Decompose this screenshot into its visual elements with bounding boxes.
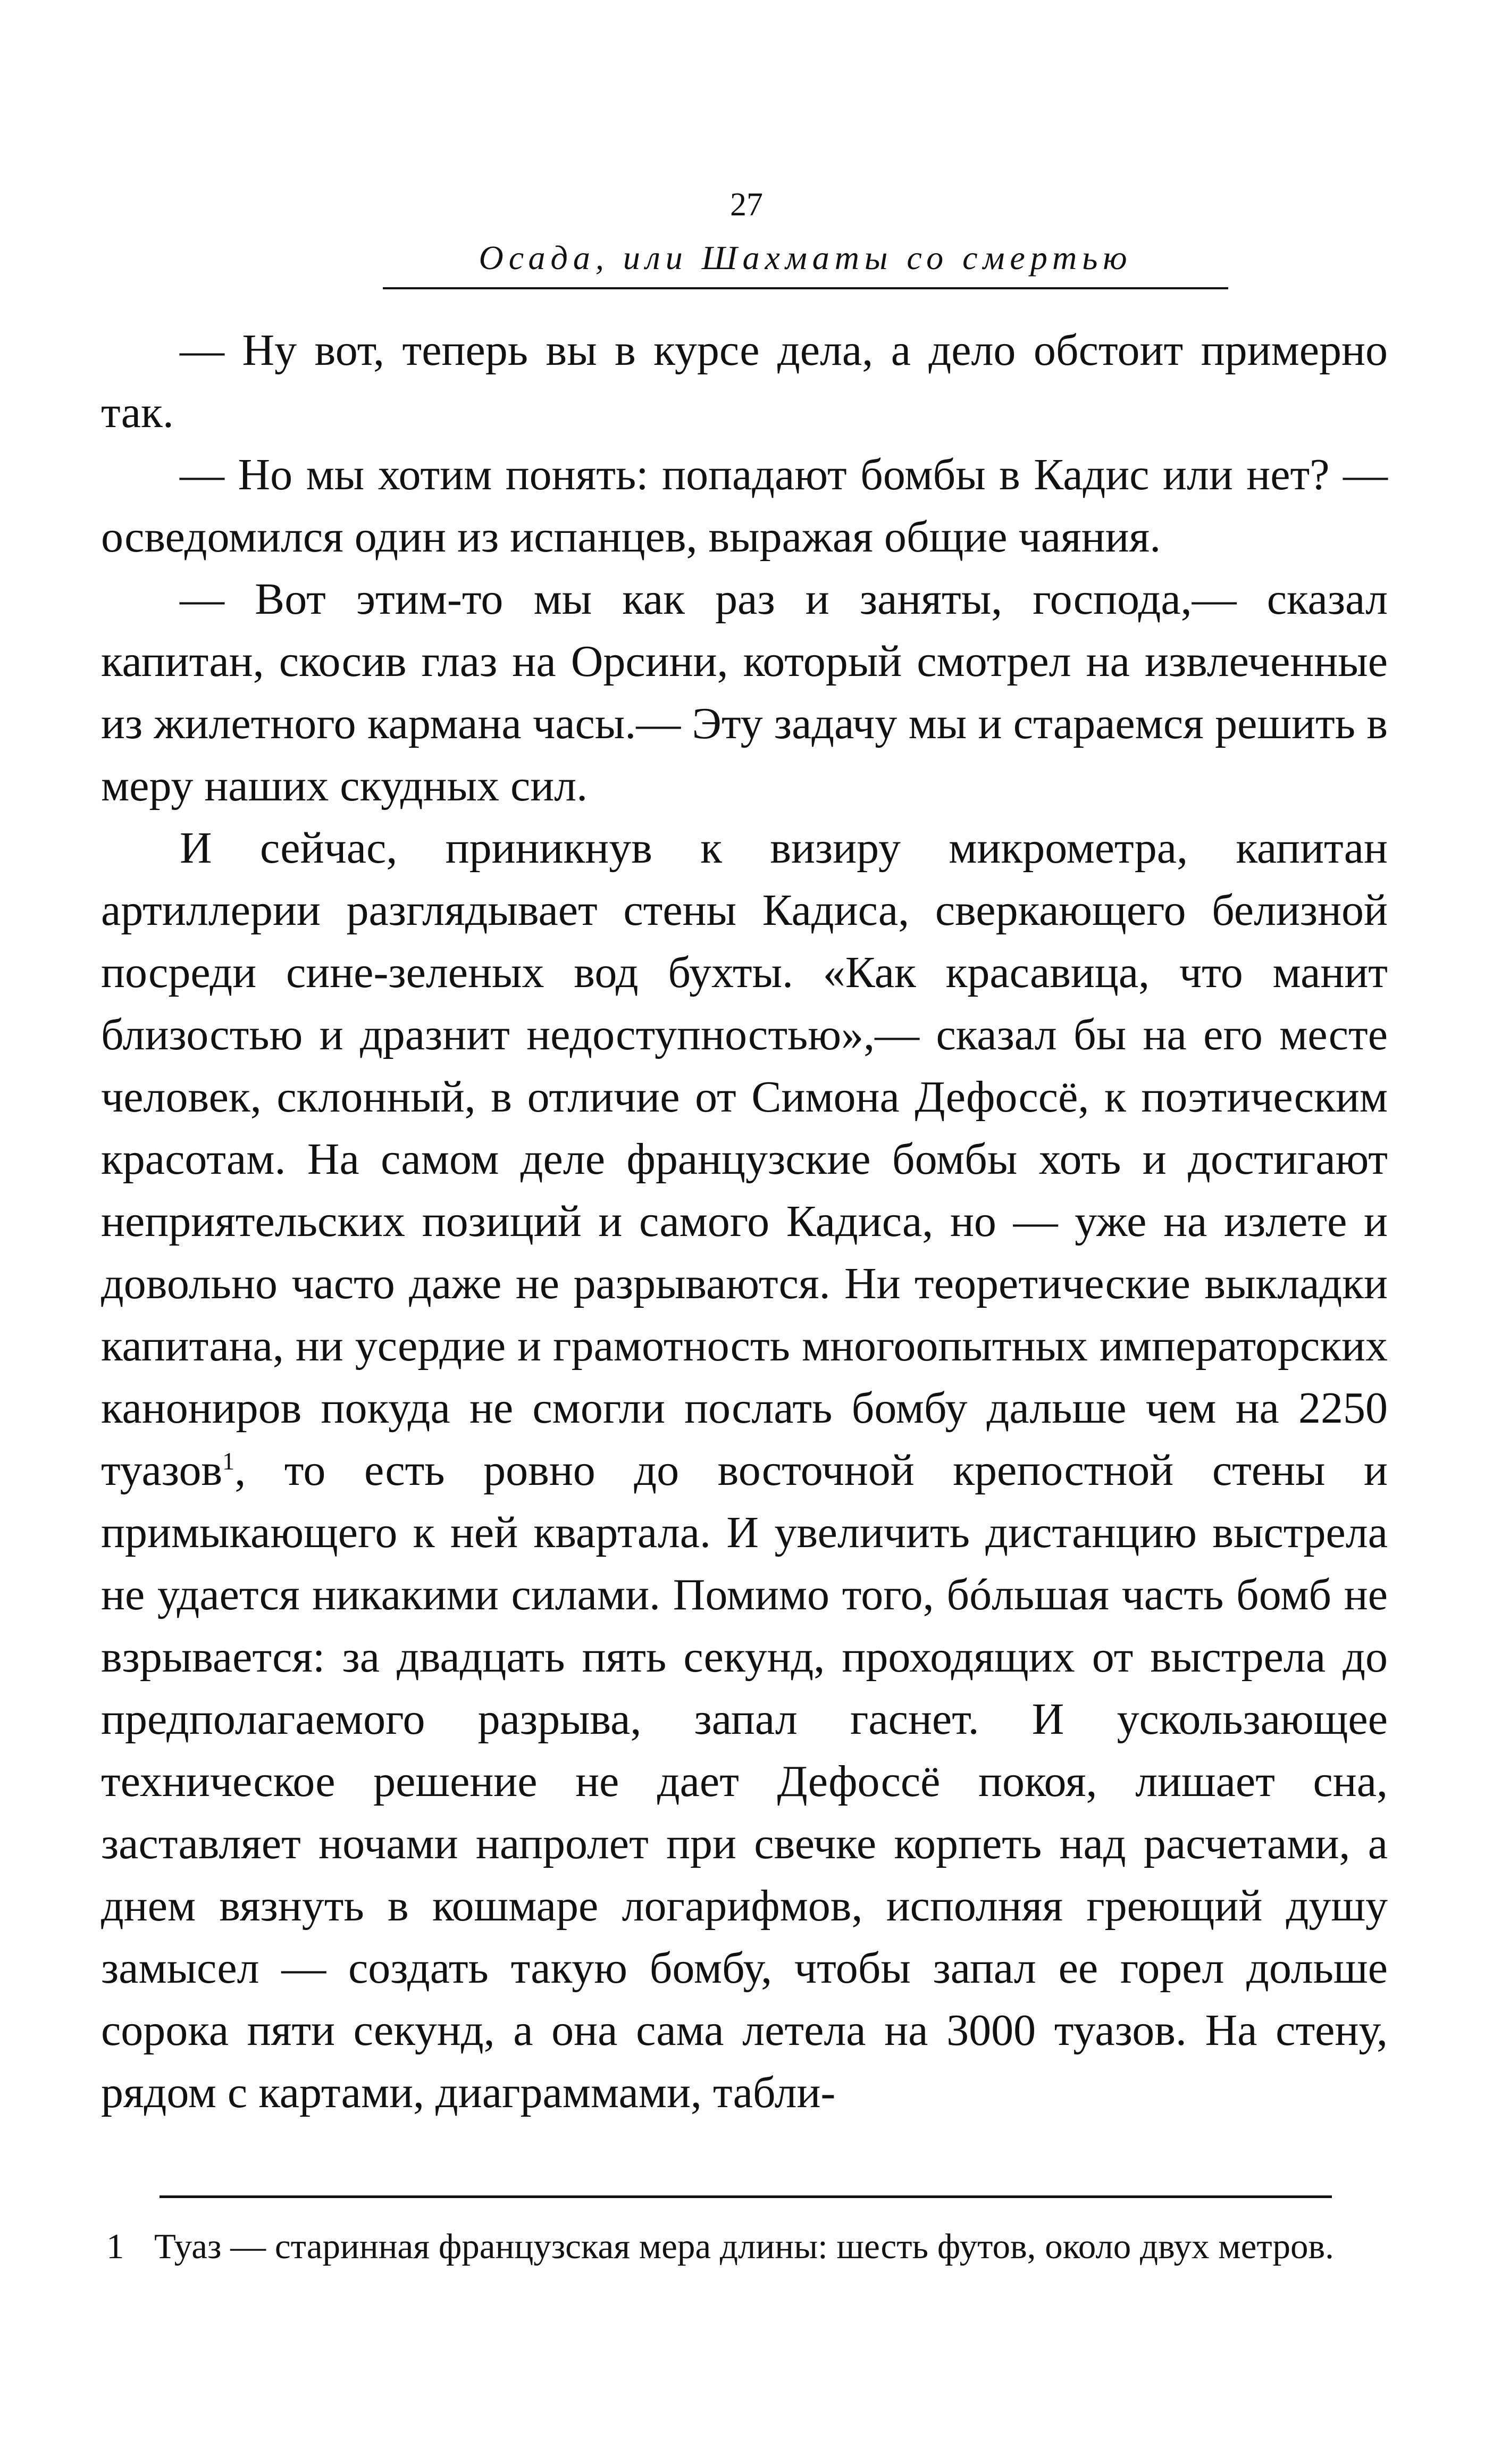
footnote [101, 2223, 1388, 2270]
footnote-rule [160, 2195, 1332, 2198]
footnote-reference: 1 [222, 1448, 235, 1475]
footnote-mark: 1 [106, 2227, 124, 2266]
page-number: 27 [730, 187, 763, 223]
main-text [101, 319, 1388, 2124]
paragraph-1: — Ну вот, теперь вы в курсе дела, а дело обстоит примерно так. [101, 325, 1388, 437]
running-title: Осада, или Шахматы со смертью [479, 239, 1133, 277]
paragraph-3: — Вот этим-то мы как раз и заняты, господа,— сказал капитан, скосив глаз на Орсини, который смотрел на извлеченные из жилетного кармана часы.— Эту задачу мы и стараемся решить в меру наших скудных сил. [101, 574, 1388, 811]
paragraph-2: — Но мы хотим понять: попадают бомбы в Кадис или нет? — осведомился один из испанцев, выражая общие чаяния. [101, 450, 1388, 562]
footnote-text: Туаз — старинная французская мера длины: шесть футов, около двух метров. [154, 2227, 1334, 2266]
paragraph-4-part-2: , то есть ровно до восточной крепостной стены и примыкающего к ней квартала. И увеличить дистанцию выстрела не удается никакими силами. Помимо того, бóльшая часть бомб не взрывается: за двадцать пять секунд, проходящих от выстрела до предполагаемого разрыва, запал гаснет. И ускользающее техническое решение не дает Дефоссё покоя, лишает сна, заставляет ночами напролет при свечке корпеть над расчетами, а днем вязнуть в кошмаре логарифмов, исполняя греющий душу замысел — создать такую бомбу, чтобы запал ее горел дольше сорока пяти секунд, а она сама летела на 3000 туазов. На стену, рядом с картами, диаграммами, табли- [101, 1446, 1388, 2117]
paragraph-4 [101, 817, 1388, 2124]
paragraph-4-part-1: И сейчас, приникнув к визиру микрометра, капитан артиллерии разглядывает стены Кадиса, сверкающего белизной посреди сине-зеленых вод бухты. «Как красавица, что манит близостью и дразнит недоступностью»,— сказал бы на его месте человек, склонный, в отличие от Симона Дефоссё, к поэтическим красотам. На самом деле французские бомбы хоть и достигают неприятельских позиций и самого Кадиса, но — уже на излете и довольно часто даже не разрываются. Ни теоретические выкладки капитана, ни усердие и грамотность многоопытных императорских канониров покуда не смогли послать бомбу дальше чем на 2250 туазов [101, 823, 1388, 1495]
header-rule [383, 287, 1228, 289]
